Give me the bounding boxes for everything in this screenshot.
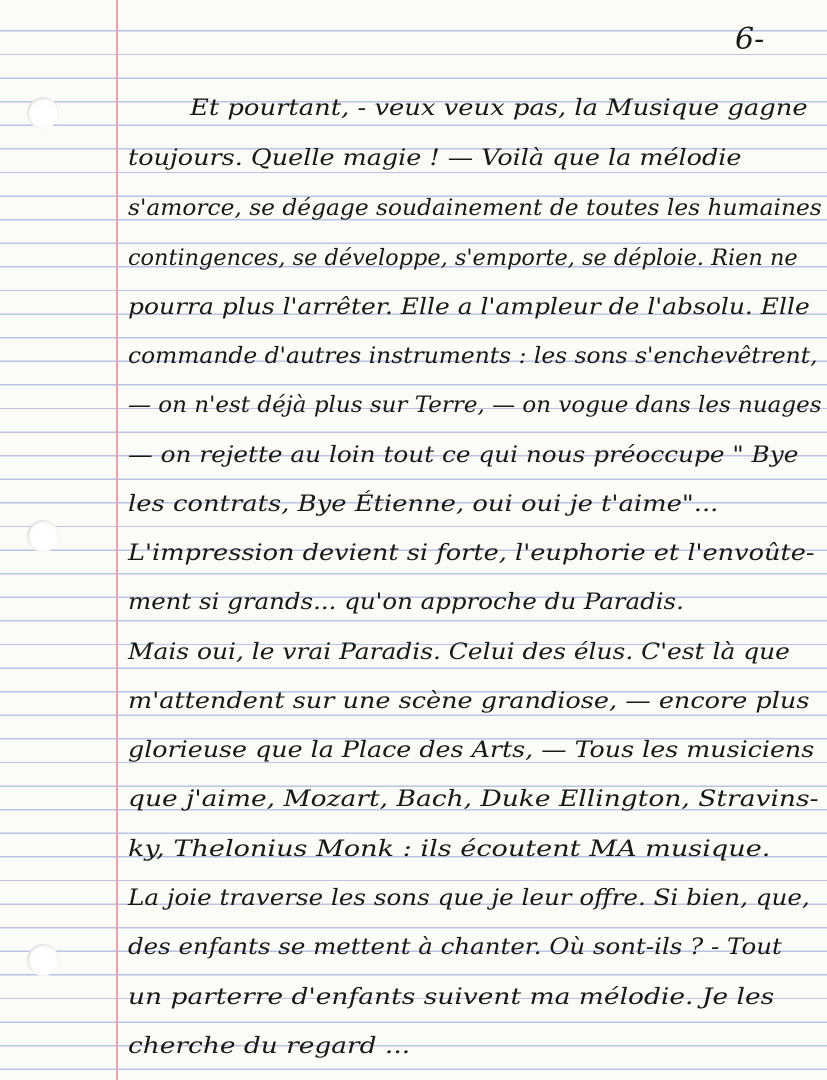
text-line-16: ky, Thelonius Monk : ils écoutent MA musique. [128,837,771,862]
text-line-14: glorieuse que la Place des Arts, — Tous les musiciens [128,738,815,763]
text-line-8: — on rejette au loin tout ce qui nous préoccupe " Bye [128,443,799,468]
text-line-19: un parterre d'enfants suivent ma mélodie. Je les [128,985,775,1010]
text-line-7: — on n'est déjà plus sur Terre, — on vogue dans les nuages [128,393,822,418]
text-line-12: Mais oui, le vrai Paradis. Celui des élus. C'est là que [128,640,790,665]
text-line-5: pourra plus l'arrêter. Elle a l'ampleur de l'absolu. Elle [128,295,810,320]
binder-hole-middle [27,520,59,552]
text-line-17: La joie traverse les sons que je leur offre. Si bien, que, [128,886,810,911]
text-line-15: que j'aime, Mozart, Bach, Duke Ellington, Stravins- [128,787,819,812]
text-line-9: les contrats, Bye Étienne, oui oui je t'aime"... [128,492,719,517]
text-line-3: s'amorce, se dégage soudainement de toutes les humaines [128,196,822,221]
text-line-2: toujours. Quelle magie ! — Voilà que la mélodie [128,146,742,171]
text-line-1: Et pourtant, - veux veux pas, la Musique gagne [190,96,808,121]
text-line-4: contingences, se développe, s'emporte, se déploie. Rien ne [128,246,798,271]
page-number: 6- [735,22,765,57]
text-line-11: ment si grands... qu'on approche du Paradis. [128,590,684,615]
binder-hole-top [27,97,59,129]
text-line-10: L'impression devient si forte, l'euphorie et l'envoûte- [128,541,815,566]
text-line-18: des enfants se mettent à chanter. Où sont-ils ? - Tout [128,935,782,960]
text-line-13: m'attendent sur une scène grandiose, — encore plus [128,689,810,714]
text-line-20: cherche du regard ... [128,1034,411,1059]
binder-hole-bottom [27,944,59,976]
margin-rule [116,0,118,1080]
text-line-6: commande d'autres instruments : les sons s'enchevêtrent, [128,344,818,369]
